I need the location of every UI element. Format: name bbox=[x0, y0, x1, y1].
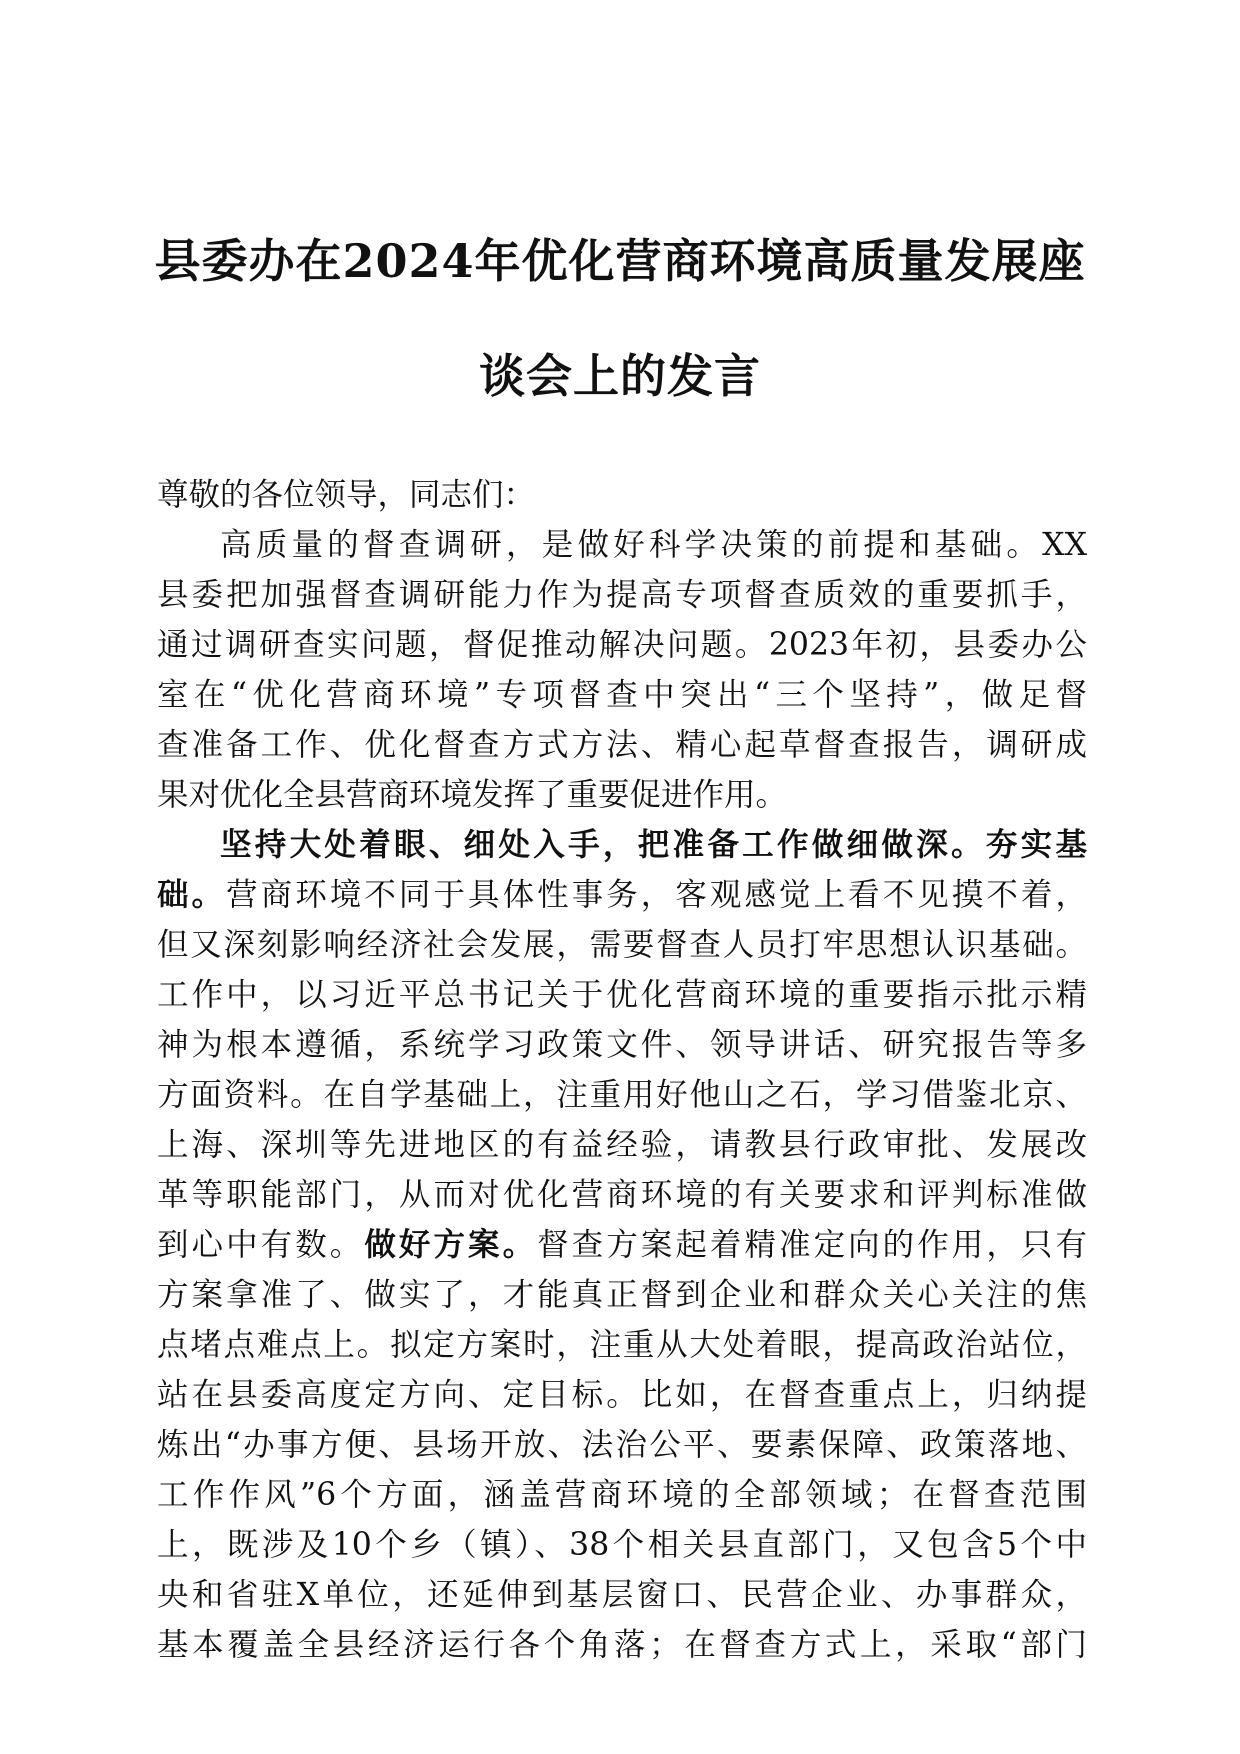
text-segment: 方面资料。在自学基础上，注重用好他山之石，学习借鉴北京、 bbox=[157, 1077, 1087, 1113]
bold-text-segment: 础。 bbox=[157, 876, 227, 913]
body-line bbox=[157, 1520, 1087, 1570]
body-line bbox=[157, 620, 1087, 670]
body-line bbox=[157, 670, 1087, 720]
text-segment: 县委把加强督查调研能力作为提高专项督查质效的重要抓手， bbox=[157, 577, 1087, 613]
body-line bbox=[157, 520, 1087, 570]
body-line bbox=[157, 570, 1087, 620]
body-line bbox=[157, 1420, 1087, 1470]
text-segment: 室在“优化营商环境”专项督查中突出“三个坚持”，做足督 bbox=[157, 677, 1087, 713]
body-line bbox=[157, 1120, 1087, 1170]
body-line bbox=[157, 820, 1087, 870]
body-line bbox=[157, 1170, 1087, 1220]
bold-text-segment: 做好方案。 bbox=[364, 1226, 538, 1263]
body-line bbox=[157, 870, 1087, 920]
body-line bbox=[157, 770, 1087, 820]
body-line bbox=[157, 1070, 1087, 1120]
text-segment: 工作中，以习近平总书记关于优化营商环境的重要指示批示精 bbox=[157, 977, 1087, 1013]
text-segment: 果对优化全县营商环境发挥了重要促进作用。 bbox=[157, 777, 788, 813]
body-line bbox=[157, 1570, 1087, 1620]
text-segment: 高质量的督查调研，是做好科学决策的前提和基础。XX bbox=[220, 527, 1087, 563]
document-title-line-1: 县委办在2024年优化营商环境高质量发展座 bbox=[154, 234, 1086, 288]
text-segment: 炼出“办事方便、县场开放、法治公平、要素保障、政策落地、 bbox=[157, 1427, 1087, 1463]
text-segment: 查准备工作、优化督查方式方法、精心起草督查报告，调研成 bbox=[157, 727, 1087, 763]
body-line bbox=[157, 1470, 1087, 1520]
body-line bbox=[157, 920, 1087, 970]
text-segment: 基本覆盖全县经济运行各个角落；在督查方式上，采取“部门 bbox=[157, 1627, 1087, 1663]
body-line bbox=[157, 1220, 1087, 1270]
text-segment: 央和省驻X单位，还延伸到基层窗口、民营企业、办事群众， bbox=[157, 1577, 1087, 1613]
text-segment: 神为根本遵循，系统学习政策文件、领导讲话、研究报告等多 bbox=[157, 1027, 1087, 1063]
document-body bbox=[157, 470, 1087, 1670]
body-line bbox=[157, 1020, 1087, 1070]
text-segment: 但又深刻影响经济社会发展，需要督查人员打牢思想认识基础。 bbox=[157, 927, 1087, 963]
body-line bbox=[157, 970, 1087, 1020]
text-segment: 通过调研查实问题，督促推动解决问题。2023年初，县委办公 bbox=[157, 627, 1087, 663]
text-segment: 营商环境不同于具体性事务，客观感觉上看不见摸不着， bbox=[226, 877, 1087, 913]
document-title-line-2: 谈会上的发言 bbox=[479, 349, 761, 403]
text-segment: 点堵点难点上。拟定方案时，注重从大处着眼，提高政治站位， bbox=[157, 1327, 1087, 1363]
text-segment: 工作作风”6个方面，涵盖营商环境的全部领域；在督查范围 bbox=[157, 1477, 1087, 1513]
body-line bbox=[157, 1370, 1087, 1420]
body-line bbox=[157, 470, 1087, 520]
text-segment: 督查方案起着精准定向的作用，只有 bbox=[537, 1227, 1087, 1263]
text-segment: 革等职能部门，从而对优化营商环境的有关要求和评判标准做 bbox=[157, 1177, 1087, 1213]
text-segment: 上海、深圳等先进地区的有益经验，请教县行政审批、发展改 bbox=[157, 1127, 1087, 1163]
text-segment: 尊敬的各位领导，同志们： bbox=[157, 477, 536, 513]
text-segment: 站在县委高度定方向、定目标。比如，在督查重点上，归纳提 bbox=[157, 1377, 1087, 1413]
text-segment: 方案拿准了、做实了，才能真正督到企业和群众关心关注的焦 bbox=[157, 1277, 1087, 1313]
body-line bbox=[157, 1620, 1087, 1670]
body-line bbox=[157, 1270, 1087, 1320]
body-line bbox=[157, 1320, 1087, 1370]
text-segment: 到心中有数。 bbox=[157, 1227, 365, 1263]
bold-text-segment: 坚持大处着眼、细处入手，把准备工作做细做深。夯实基 bbox=[220, 826, 1087, 863]
text-segment: 上，既涉及10个乡（镇）、38个相关县直部门，又包含5个中 bbox=[157, 1527, 1087, 1563]
body-line bbox=[157, 720, 1087, 770]
